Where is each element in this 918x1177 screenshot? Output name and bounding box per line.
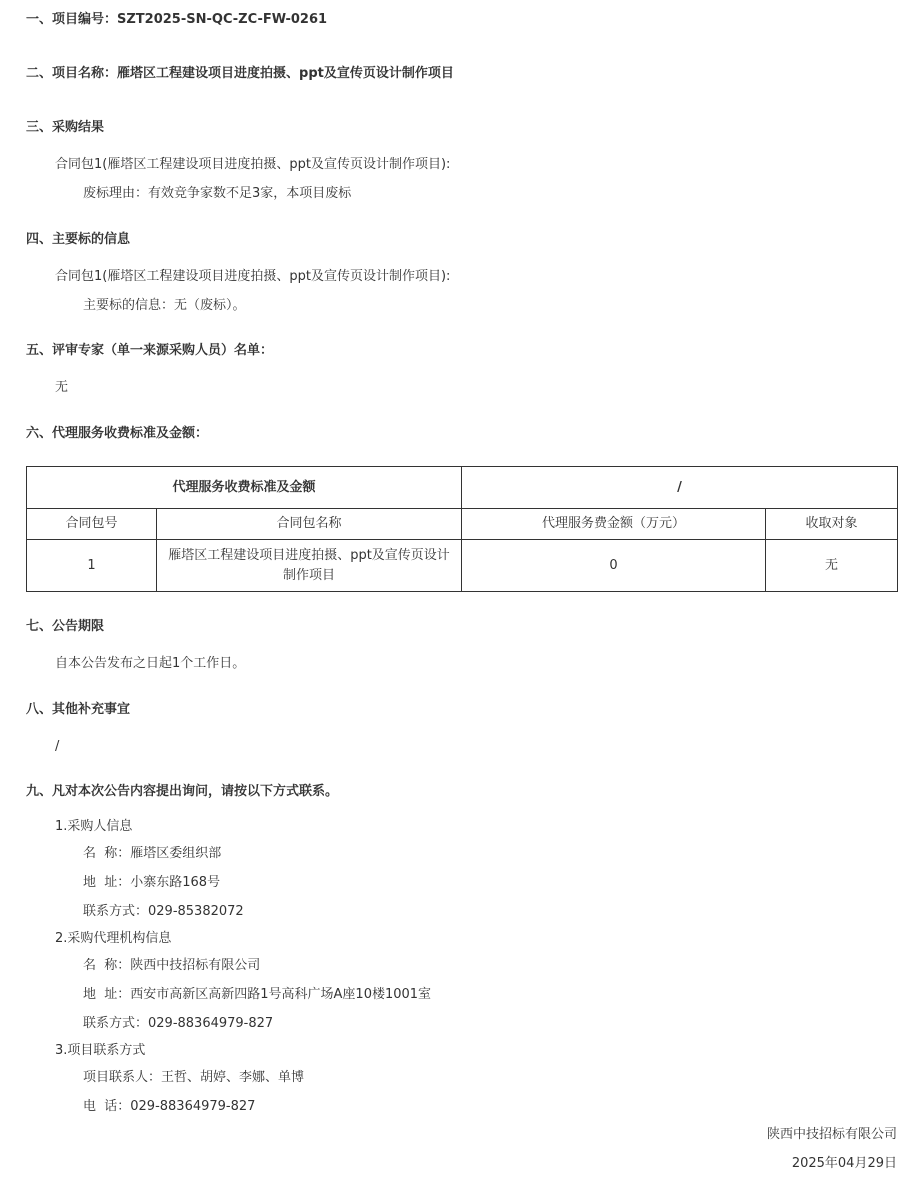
procurement-result-heading: 三、采购结果 [26, 120, 105, 135]
project-name-line [26, 64, 454, 84]
column-header-package-name: 合同包名称 [157, 509, 462, 540]
notice-period-value: 自本公告发布之日起1个工作日。 [55, 656, 246, 671]
project-contact-heading: 3.项目联系方式 [55, 1043, 146, 1058]
fee-standard-label-cell: 代理服务收费标准及金额 [27, 467, 462, 509]
project-number-value: SZT2025-SN-QC-ZC-FW-0261 [117, 12, 328, 27]
cell-payer: 无 [766, 540, 898, 592]
purchaser-info-heading: 1.采购人信息 [55, 819, 133, 834]
column-header-fee-amount: 代理服务费金额（万元） [462, 509, 766, 540]
subject-info-line: 主要标的信息：无（废标）。 [83, 298, 246, 313]
result-reason-line: 废标理由：有效竞争家数不足3家，本项目废标 [83, 186, 352, 201]
cell-fee-amount: 0 [462, 540, 766, 592]
project-contact-phone: 电 话：029-88364979-827 [83, 1099, 256, 1114]
subject-package-line: 合同包1(雁塔区工程建设项目进度拍摄、ppt及宣传页设计制作项目): [55, 269, 451, 284]
purchaser-contact: 联系方式：029-85382072 [83, 904, 244, 919]
project-number-label: 一、项目编号： [26, 12, 118, 27]
agency-info-heading: 2.采购代理机构信息 [55, 931, 172, 946]
result-package-line: 合同包1(雁塔区工程建设项目进度拍摄、ppt及宣传页设计制作项目): [55, 157, 451, 172]
table-column-header-row [27, 509, 898, 540]
column-header-package-no: 合同包号 [27, 509, 157, 540]
cell-package-no: 1 [27, 540, 157, 592]
experts-value: 无 [55, 380, 69, 395]
project-contact-people: 项目联系人：王哲、胡婷、李娜、单博 [83, 1070, 305, 1085]
other-matters-value: / [55, 739, 60, 754]
table-row [27, 540, 898, 592]
purchaser-address: 地 址：小寨东路168号 [83, 875, 221, 890]
agency-name: 名 称：陕西中技招标有限公司 [83, 958, 261, 973]
footer-date: 2025年04月29日 [791, 1156, 897, 1171]
agency-fee-table [26, 466, 898, 592]
notice-period-heading: 七、公告期限 [26, 619, 105, 634]
project-name-value: 雁塔区工程建设项目进度拍摄、ppt及宣传页设计制作项目 [117, 66, 454, 81]
agency-contact: 联系方式：029-88364979-827 [83, 1016, 274, 1031]
purchaser-name: 名 称：雁塔区委组织部 [83, 846, 222, 861]
project-number-line [26, 10, 327, 30]
experts-heading: 五、评审专家（单一来源采购人员）名单： [26, 343, 274, 358]
footer-company: 陕西中技招标有限公司 [766, 1127, 897, 1142]
main-subject-heading: 四、主要标的信息 [26, 232, 131, 247]
fee-standard-value-cell: / [462, 467, 898, 509]
column-header-payer: 收取对象 [766, 509, 898, 540]
agency-address: 地 址：西安市高新区高新四路1号高科广场A座10楼1001室 [83, 987, 432, 1002]
contact-heading: 九、凡对本次公告内容提出询问，请按以下方式联系。 [26, 784, 339, 799]
table-header-row [27, 467, 898, 509]
other-matters-heading: 八、其他补充事宜 [26, 702, 131, 717]
agency-fee-heading: 六、代理服务收费标准及金额： [26, 426, 209, 441]
project-name-label: 二、项目名称： [26, 66, 118, 81]
cell-package-name: 雁塔区工程建设项目进度拍摄、ppt及宣传页设计制作项目 [157, 540, 462, 592]
